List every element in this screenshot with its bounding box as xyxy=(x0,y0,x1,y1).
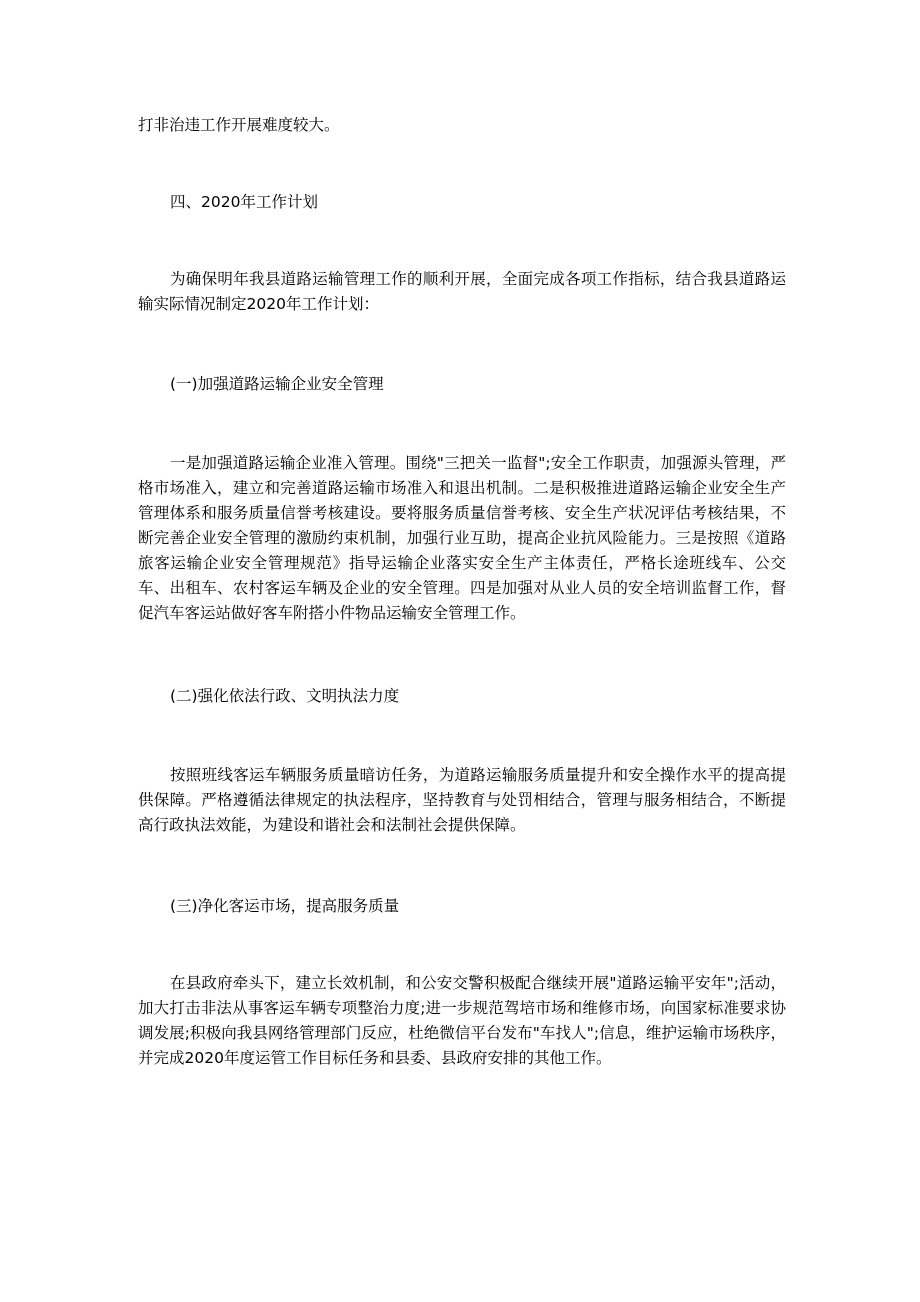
item-2-heading: (二)强化依法行政、文明执法力度 xyxy=(170,687,400,705)
item-3-body: 在县政府牵头下，建立长效机制，和公安交警积极配合继续开展"道路运输平安年";活动，加大打击非法从事客运车辆专项整治力度;进一步规范驾培市场和维修市场，向国家标准要求协调发展;积极向我县网络管理部门反应，杜绝微信平台发布"车找人";信息，维护运输市场秩序，并完成2020年度运管工作目标任务和县委、县政府安排的其他工作。 xyxy=(138,974,786,1067)
item-1-body: 一是加强道路运输企业准入管理。围绕"三把关一监督";安全工作职责，加强源头管理，严格市场准入，建立和完善道路运输市场准入和退出机制。二是积极推进道路运输企业安全生产管理体系和服务质量信誉考核建设。要将服务质量信誉考核、安全生产状况评估考核结果，不断完善企业安全管理的激励约束机制，加强行业互助，提高企业抗风险能力。三是按照《道路旅客运输企业安全管理规范》指导运输企业落实安全生产主体责任，严格长途班线车、公交车、出租车、农村客运车辆及企业的安全管理。四是加强对从业人员的安全培训监督工作，督促汽车客运站做好客车附搭小件物品运输安全管理工作。 xyxy=(138,454,786,622)
item-2-body: 按照班线客运车辆服务质量暗访任务，为道路运输服务质量提升和安全操作水平的提高提供保障。严格遵循法律规定的执法程序，坚持教育与处罚相结合，管理与服务相结合，不断提高行政执法效能，为建设和谐社会和法制社会提供保障。 xyxy=(138,766,786,834)
item-3-heading: (三)净化客运市场，提高服务质量 xyxy=(170,897,400,915)
intro-paragraph: 为确保明年我县道路运输管理工作的顺利开展，全面完成各项工作指标，结合我县道路运输实际情况制定2020年工作计划： xyxy=(138,270,786,313)
section-heading: 四、2020年工作计划 xyxy=(170,193,318,211)
continuation-paragraph: 打非治违工作开展难度较大。 xyxy=(138,116,340,134)
item-1-heading: (一)加强道路运输企业安全管理 xyxy=(170,375,384,393)
